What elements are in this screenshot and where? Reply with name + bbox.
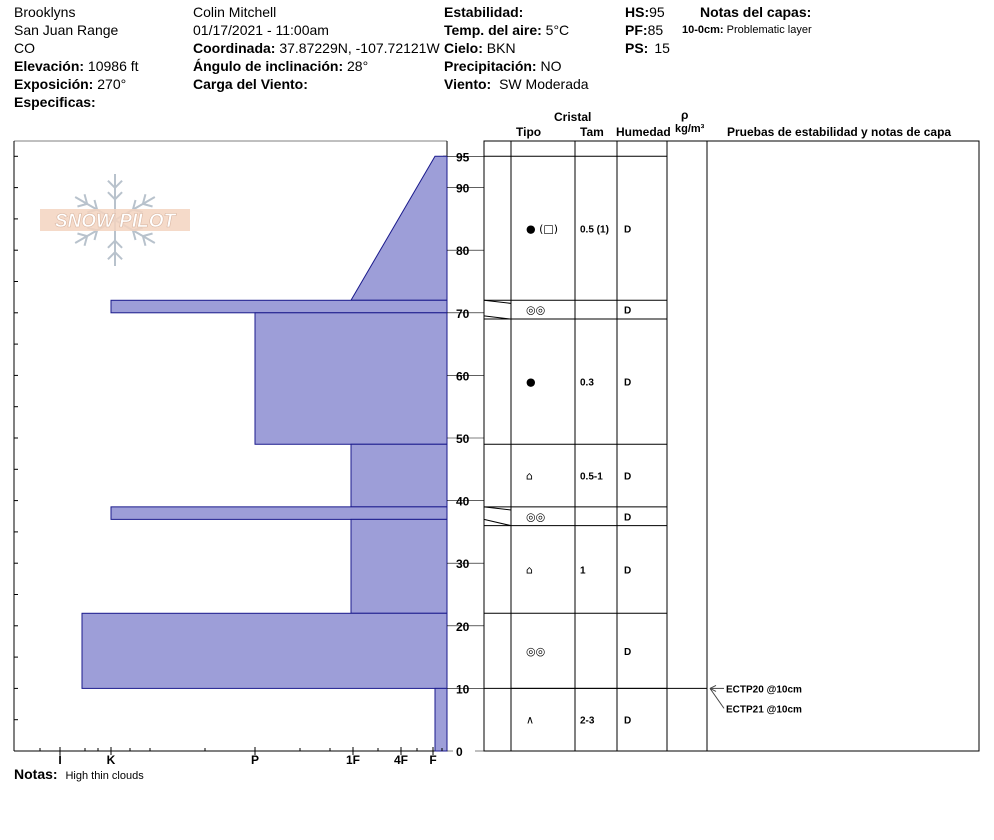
range-name: San Juan Range [14, 22, 119, 38]
grain-type-symbol: ⌂ [526, 469, 533, 483]
flake-branch [115, 241, 122, 248]
observation-datetime: 01/17/2021 - 11:00am [193, 22, 329, 38]
hardness-tick-label: 4F [393, 753, 409, 767]
slope-label: Ángulo de inclinación: [193, 58, 344, 74]
flake-branch [77, 204, 87, 207]
grain-size-value: 2-3 [580, 715, 595, 727]
hardness-layer [351, 519, 447, 613]
layer-table-frame [484, 141, 979, 751]
state-name: CO [14, 40, 35, 56]
notes-label: Notas: [14, 766, 58, 782]
ps-label: PS: [625, 40, 649, 56]
flake-branch [108, 252, 115, 259]
height-tick-label: 10 [456, 682, 470, 697]
moisture-value: D [624, 377, 632, 389]
height-tick-label: 30 [456, 557, 470, 572]
snowpilot-logo [40, 174, 190, 266]
specifics-label: Especificas: [14, 94, 96, 110]
sky-value: BKN [486, 40, 516, 56]
height-tick-label: 90 [456, 181, 470, 196]
type-header: Tipo [516, 125, 542, 139]
hardness-layer [82, 613, 447, 688]
hardness-tick-label: 1F [345, 753, 361, 767]
crystal-header: Cristal [554, 110, 592, 124]
ps-value: 15 [654, 40, 670, 56]
hardness-layer [111, 507, 447, 520]
layer-notes-label: Notas del capas: [700, 4, 812, 20]
flake-branch [115, 181, 122, 188]
layer-connector [484, 519, 511, 525]
pf-value: 85 [647, 22, 664, 38]
stability-test-label: ECTP21 @10cm [726, 704, 802, 716]
size-header: Tam [580, 125, 604, 139]
flake-branch [115, 192, 122, 199]
layer-note-depth: 10-0cm: [682, 24, 724, 36]
stability-test-pointer [710, 688, 724, 708]
slope-value: 28° [347, 58, 369, 74]
flake-branch [108, 192, 115, 199]
moisture-value: D [624, 565, 632, 577]
precip-value: NO [540, 58, 562, 74]
coordinate-label: Coordinada: [193, 40, 276, 56]
grain-type-symbol: ◎◎ [526, 644, 546, 658]
pf-label: PF: [625, 22, 648, 38]
height-tick-label: 50 [456, 432, 470, 446]
rho-header: ρ [681, 108, 689, 122]
elevation-label: Elevación: [14, 58, 85, 74]
moisture-value: D [624, 715, 632, 727]
flake-branch [143, 204, 153, 207]
stability-test-label: ECTP20 @10cm [726, 684, 802, 696]
hardness-layer [435, 688, 447, 751]
hardness-layer [351, 444, 447, 507]
location-name: Brooklyns [14, 4, 76, 20]
observer-name: Colin Mitchell [193, 4, 277, 20]
tests-header: Pruebas de estabilidad y notas de capa [727, 125, 952, 139]
grain-size-value: 0.5-1 [580, 471, 603, 483]
grain-type-symbol: ● [526, 375, 536, 389]
height-tick-label: 80 [456, 244, 470, 259]
coordinate-value: 37.87229N, -107.72121W [279, 40, 440, 56]
wind-label: Viento: [444, 76, 492, 92]
hardness-layer [255, 313, 447, 444]
air-temp-label: Temp. del aire: [444, 22, 542, 38]
elevation-value: 10986 ft [87, 58, 139, 74]
grain-size-value: 1 [580, 565, 586, 577]
density-unit-header: kg/m³ [675, 123, 705, 135]
height-tick-label: 95 [456, 150, 470, 165]
hardness-tick-label: P [250, 753, 260, 767]
precip-label: Precipitación: [444, 58, 537, 74]
wind-value: SW Moderada [499, 76, 589, 92]
grain-type-symbol: ◎◎ [526, 510, 546, 524]
sky-label: Cielo: [444, 40, 483, 56]
flake-branch [108, 241, 115, 248]
hardness-layer [351, 156, 447, 300]
hardness-layer [111, 300, 447, 313]
hardness-tick-label: K [106, 753, 116, 767]
height-tick-label: 20 [456, 619, 470, 634]
grain-size-value: 0.3 [580, 377, 594, 389]
flake-branch [115, 252, 122, 259]
exposure-label: Exposición: [14, 76, 94, 92]
height-tick-label: 70 [456, 306, 470, 321]
logo-text: SNOW PILOT [54, 211, 176, 232]
hardness-tick-label: I [58, 753, 62, 767]
grain-type-symbol: ◎◎ [526, 303, 546, 317]
hs-label: HS: [625, 4, 650, 20]
layer-note-text: Problematic layer [726, 24, 812, 36]
air-temp-value: 5°C [545, 22, 570, 38]
grain-size-value: 0.5 (1) [580, 224, 609, 236]
hs-value: 95 [649, 4, 665, 20]
flake-branch [108, 181, 115, 188]
moisture-value: D [624, 305, 632, 317]
stability-label: Estabilidad: [444, 4, 524, 20]
height-tick-label: 40 [456, 494, 470, 509]
moisture-value: D [624, 224, 632, 236]
notes-row [14, 766, 144, 782]
hardness-tick-label: F [429, 753, 437, 767]
wind-load-label: Carga del Viento: [193, 76, 308, 92]
moisture-value: D [624, 646, 632, 658]
flake-branch [77, 234, 87, 237]
height-tick-label: 60 [456, 369, 470, 384]
flake-branch [143, 234, 153, 237]
grain-type-symbol: ⌂ [526, 563, 533, 577]
notes-text: High thin clouds [65, 770, 144, 782]
grain-type-symbol: ∧ [526, 713, 535, 727]
height-tick-label: 0 [456, 745, 463, 759]
moisture-header: Humedad [616, 125, 671, 139]
moisture-value: D [624, 471, 632, 483]
grain-type-symbol: ● (□) [526, 222, 559, 236]
exposure-value: 270° [97, 76, 127, 92]
moisture-value: D [624, 512, 632, 524]
